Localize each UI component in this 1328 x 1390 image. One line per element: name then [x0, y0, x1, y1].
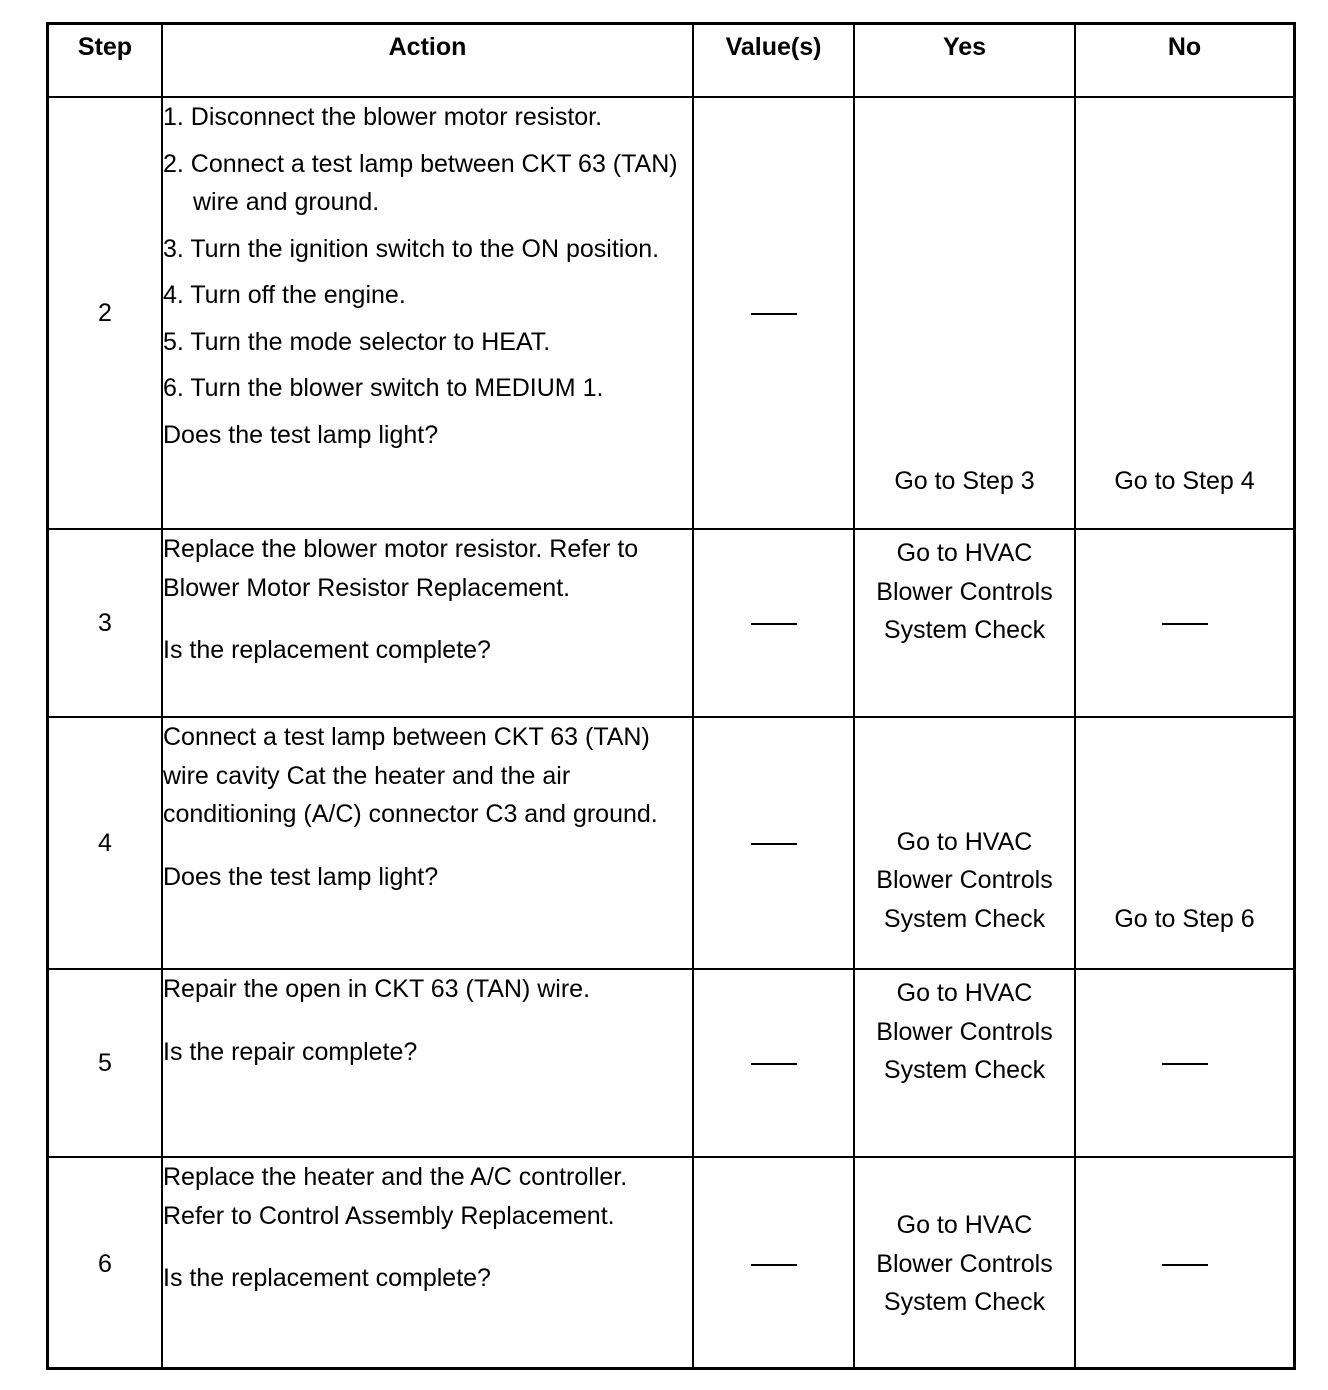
action-cell [162, 529, 693, 717]
header-yes: Yes [854, 25, 1075, 97]
header-row [49, 25, 1293, 97]
action-text: Connect a test lamp between CKT 63 (TAN) wire cavity Cat the heater and the air conditioning (A/C) connector C3 and ground. [163, 723, 658, 828]
action-cell [162, 1157, 693, 1370]
yes-cell: Go to HVAC Blower Controls System Check [854, 529, 1075, 717]
table-row-step-6 [49, 1157, 1293, 1370]
action-question: Is the replacement complete? [163, 1264, 491, 1292]
table-row-step-3 [49, 529, 1293, 717]
action-text: Replace the blower motor resistor. Refer to Blower Motor Resistor Replacement. [163, 535, 639, 602]
no-cell [1075, 529, 1293, 717]
value-cell [693, 969, 854, 1157]
yes-cell: Go to HVAC Blower Controls System Check [854, 717, 1075, 969]
value-cell [693, 1157, 854, 1370]
empty-value-dash [751, 623, 797, 625]
action-cell [162, 717, 693, 969]
step-number: 5 [49, 969, 162, 1157]
no-cell: Go to Step 6 [1075, 717, 1293, 969]
empty-no-dash [1162, 623, 1208, 625]
empty-value-dash [751, 313, 797, 315]
step-number: 6 [49, 1157, 162, 1370]
yes-cell: Go to HVAC Blower Controls System Check [854, 969, 1075, 1157]
empty-no-dash [1162, 1063, 1208, 1065]
value-cell [693, 529, 854, 717]
header-no: No [1075, 25, 1293, 97]
header-step: Step [49, 25, 162, 97]
table-row-step-2 [49, 97, 1293, 529]
action-step: 5. Turn the mode selector to HEAT. [163, 327, 551, 356]
empty-value-dash [751, 843, 797, 845]
action-question: Does the test lamp light? [163, 420, 439, 449]
empty-no-dash [1162, 1264, 1208, 1266]
step-number: 4 [49, 717, 162, 969]
step-number: 2 [49, 97, 162, 529]
value-cell [693, 97, 854, 529]
action-cell [162, 97, 693, 529]
no-cell [1075, 1157, 1293, 1370]
action-text: Replace the heater and the A/C controller. Refer to Control Assembly Replacement. [163, 1163, 628, 1230]
action-step: 2. Connect a test lamp between CKT 63 (TAN) wire and ground. [163, 149, 678, 216]
header-action: Action [162, 25, 693, 97]
action-step: 3. Turn the ignition switch to the ON position. [163, 234, 660, 263]
action-step: 6. Turn the blower switch to MEDIUM 1. [163, 374, 604, 402]
action-question: Is the replacement complete? [163, 636, 491, 664]
action-step: 4. Turn off the engine. [163, 281, 406, 309]
action-question: Does the test lamp light? [163, 862, 439, 891]
action-cell [162, 969, 693, 1157]
table-row-step-5 [49, 969, 1293, 1157]
header-values: Value(s) [693, 25, 854, 97]
yes-cell: Go to Step 3 [854, 97, 1075, 529]
action-question: Is the repair complete? [163, 1037, 418, 1066]
empty-value-dash [751, 1264, 797, 1266]
diagnostic-table [49, 25, 1293, 1370]
table-row-step-4 [49, 717, 1293, 969]
action-step: 1. Disconnect the blower motor resistor. [163, 103, 603, 131]
step-number: 3 [49, 529, 162, 717]
action-text: Repair the open in CKT 63 (TAN) wire. [163, 975, 591, 1003]
no-cell: Go to Step 4 [1075, 97, 1293, 529]
empty-value-dash [751, 1063, 797, 1065]
diagnostic-table-frame [46, 22, 1296, 1370]
yes-cell: Go to HVAC Blower Controls System Check [854, 1157, 1075, 1370]
value-cell [693, 717, 854, 969]
no-cell [1075, 969, 1293, 1157]
